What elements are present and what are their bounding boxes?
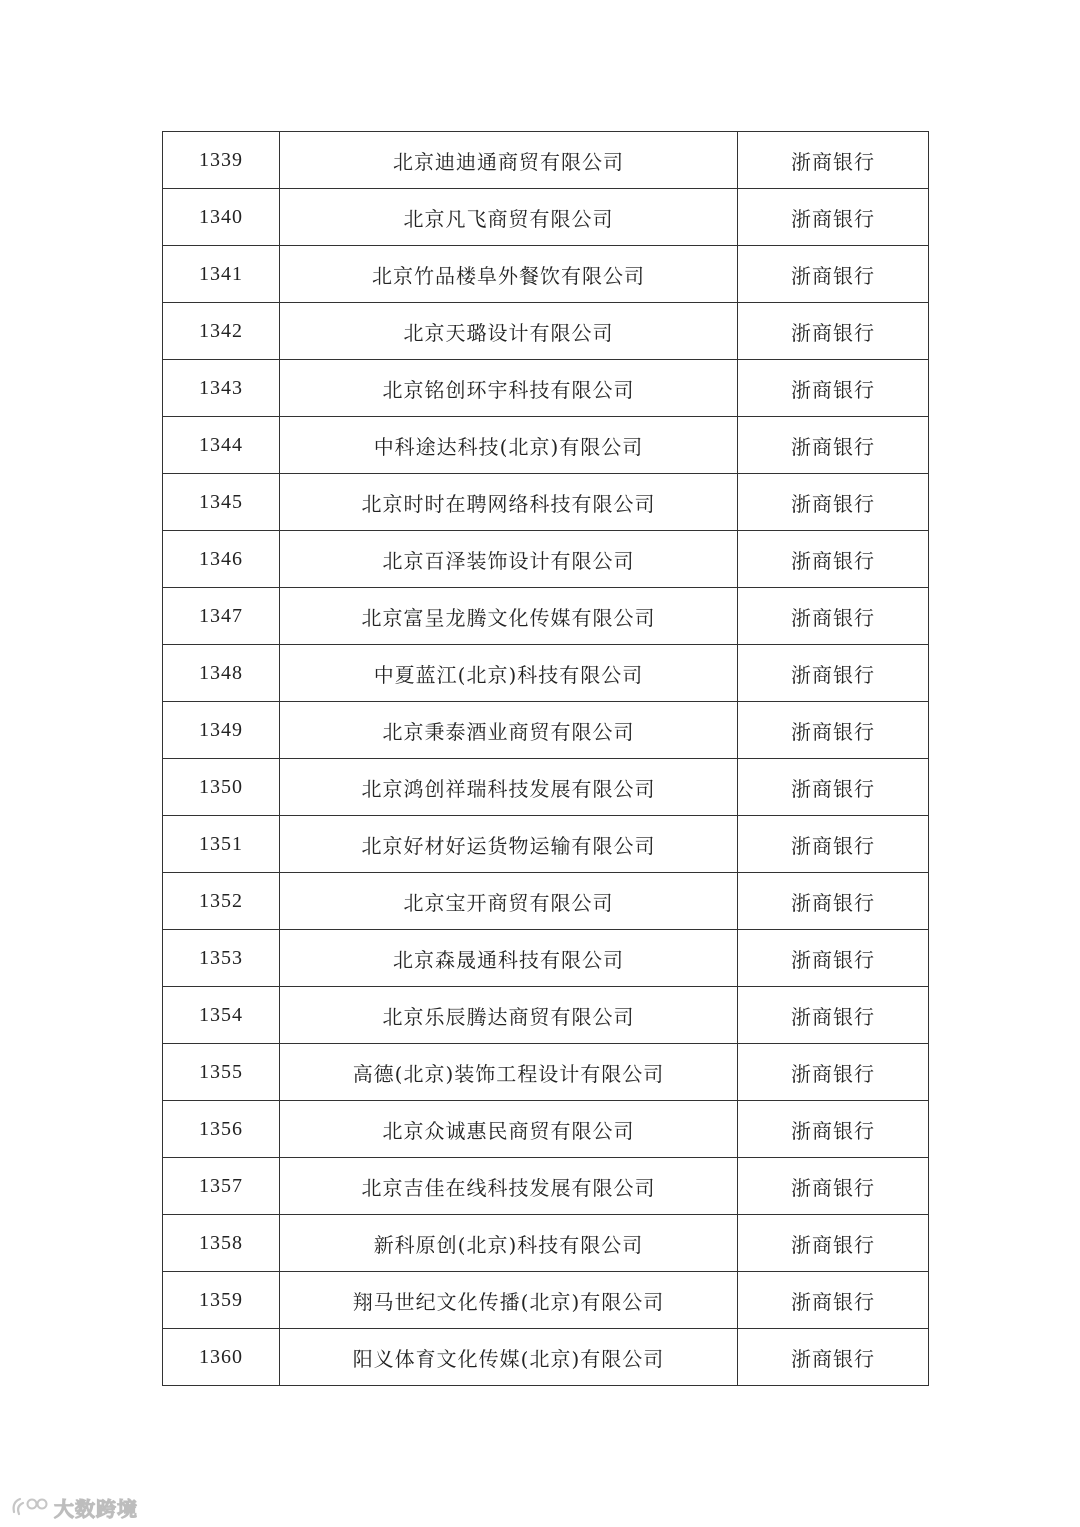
table-row — [163, 531, 929, 588]
bank-name-cell: 浙商银行 — [738, 588, 929, 645]
table-row — [163, 246, 929, 303]
watermark — [10, 1492, 138, 1522]
watermark-text: 大数跨境 — [54, 1496, 138, 1521]
row-number-cell: 1359 — [163, 1272, 280, 1329]
company-name-cell: 新科原创(北京)科技有限公司 — [280, 1215, 738, 1272]
company-name-cell: 阳义体育文化传媒(北京)有限公司 — [280, 1329, 738, 1386]
row-number-cell: 1355 — [163, 1044, 280, 1101]
bank-name-cell: 浙商银行 — [738, 1272, 929, 1329]
row-number-cell: 1342 — [163, 303, 280, 360]
bank-name-cell: 浙商银行 — [738, 246, 929, 303]
table-row — [163, 702, 929, 759]
bank-name-cell: 浙商银行 — [738, 132, 929, 189]
bank-name-cell: 浙商银行 — [738, 1158, 929, 1215]
company-name-cell: 北京吉佳在线科技发展有限公司 — [280, 1158, 738, 1215]
row-number-cell: 1360 — [163, 1329, 280, 1386]
company-name-cell: 北京秉泰酒业商贸有限公司 — [280, 702, 738, 759]
row-number-cell: 1350 — [163, 759, 280, 816]
row-number-cell: 1348 — [163, 645, 280, 702]
row-number-cell: 1344 — [163, 417, 280, 474]
table-row — [163, 303, 929, 360]
bank-name-cell: 浙商银行 — [738, 360, 929, 417]
table-row — [163, 930, 929, 987]
bank-name-cell: 浙商银行 — [738, 1044, 929, 1101]
company-name-cell: 高德(北京)装饰工程设计有限公司 — [280, 1044, 738, 1101]
row-number-cell: 1358 — [163, 1215, 280, 1272]
company-name-cell: 中夏蓝江(北京)科技有限公司 — [280, 645, 738, 702]
company-name-cell: 北京宝开商贸有限公司 — [280, 873, 738, 930]
company-name-cell: 北京迪迪通商贸有限公司 — [280, 132, 738, 189]
company-name-cell: 北京铭创环宇科技有限公司 — [280, 360, 738, 417]
bank-name-cell: 浙商银行 — [738, 873, 929, 930]
bank-name-cell: 浙商银行 — [738, 531, 929, 588]
company-name-cell: 北京凡飞商贸有限公司 — [280, 189, 738, 246]
company-name-cell: 北京天璐设计有限公司 — [280, 303, 738, 360]
company-name-cell: 中科途达科技(北京)有限公司 — [280, 417, 738, 474]
company-name-cell: 北京众诚惠民商贸有限公司 — [280, 1101, 738, 1158]
row-number-cell: 1352 — [163, 873, 280, 930]
row-number-cell: 1354 — [163, 987, 280, 1044]
company-name-cell: 翔马世纪文化传播(北京)有限公司 — [280, 1272, 738, 1329]
company-name-cell: 北京乐辰腾达商贸有限公司 — [280, 987, 738, 1044]
row-number-cell: 1340 — [163, 189, 280, 246]
row-number-cell: 1345 — [163, 474, 280, 531]
row-number-cell: 1346 — [163, 531, 280, 588]
bank-name-cell: 浙商银行 — [738, 417, 929, 474]
bank-name-cell: 浙商银行 — [738, 645, 929, 702]
bank-name-cell: 浙商银行 — [738, 759, 929, 816]
table-row — [163, 132, 929, 189]
bank-name-cell: 浙商银行 — [738, 474, 929, 531]
table-row — [163, 816, 929, 873]
table-row — [163, 759, 929, 816]
row-number-cell: 1353 — [163, 930, 280, 987]
row-number-cell: 1356 — [163, 1101, 280, 1158]
bank-name-cell: 浙商银行 — [738, 987, 929, 1044]
table-body — [163, 132, 929, 1386]
table-row — [163, 873, 929, 930]
company-name-cell: 北京鸿创祥瑞科技发展有限公司 — [280, 759, 738, 816]
bank-name-cell: 浙商银行 — [738, 303, 929, 360]
company-name-cell: 北京时时在聘网络科技有限公司 — [280, 474, 738, 531]
bank-name-cell: 浙商银行 — [738, 816, 929, 873]
table-row — [163, 474, 929, 531]
table-row — [163, 1101, 929, 1158]
row-number-cell: 1341 — [163, 246, 280, 303]
bank-name-cell: 浙商银行 — [738, 189, 929, 246]
table-row — [163, 1215, 929, 1272]
table-row — [163, 1044, 929, 1101]
table-row — [163, 417, 929, 474]
table-row — [163, 1329, 929, 1386]
row-number-cell: 1351 — [163, 816, 280, 873]
company-name-cell: 北京竹品楼阜外餐饮有限公司 — [280, 246, 738, 303]
table-row — [163, 987, 929, 1044]
table-row — [163, 588, 929, 645]
row-number-cell: 1349 — [163, 702, 280, 759]
row-number-cell: 1357 — [163, 1158, 280, 1215]
logo-icon — [10, 1494, 50, 1520]
bank-name-cell: 浙商银行 — [738, 1329, 929, 1386]
company-name-cell: 北京富呈龙腾文化传媒有限公司 — [280, 588, 738, 645]
bank-name-cell: 浙商银行 — [738, 1215, 929, 1272]
company-bank-table — [162, 131, 929, 1386]
company-name-cell: 北京好材好运货物运输有限公司 — [280, 816, 738, 873]
table-row — [163, 189, 929, 246]
table-row — [163, 360, 929, 417]
company-name-cell: 北京森晟通科技有限公司 — [280, 930, 738, 987]
company-name-cell: 北京百泽装饰设计有限公司 — [280, 531, 738, 588]
row-number-cell: 1347 — [163, 588, 280, 645]
table-row — [163, 1272, 929, 1329]
bank-name-cell: 浙商银行 — [738, 930, 929, 987]
table-row — [163, 645, 929, 702]
row-number-cell: 1343 — [163, 360, 280, 417]
bank-name-cell: 浙商银行 — [738, 702, 929, 759]
table-row — [163, 1158, 929, 1215]
row-number-cell: 1339 — [163, 132, 280, 189]
bank-name-cell: 浙商银行 — [738, 1101, 929, 1158]
